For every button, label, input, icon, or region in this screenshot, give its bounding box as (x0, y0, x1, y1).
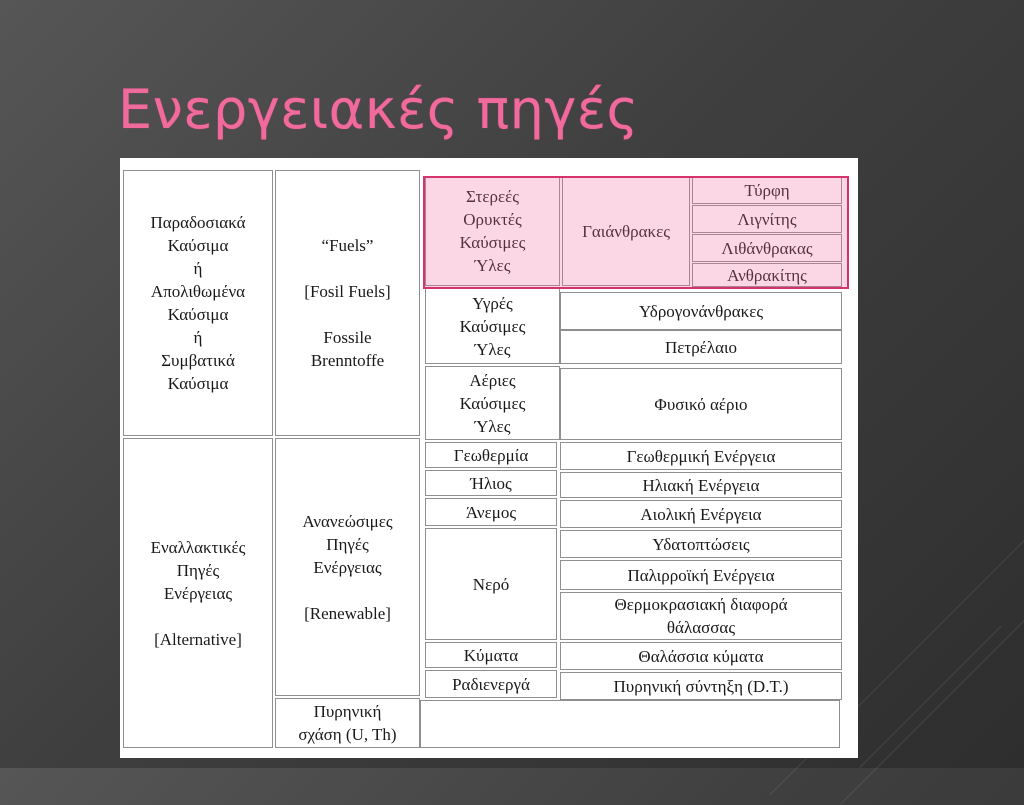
sea-waves-cell: Θαλάσσια κύματα (560, 642, 842, 670)
gas-fuels-cell: Αέριες Καύσιμες Ύλες (425, 366, 560, 440)
solid-fuels-highlight (423, 176, 849, 289)
bituminous-cell: Λιθάνθρακας (692, 234, 842, 262)
solid-fuels-cell: Στερεές Ορυκτές Καύσιμες Ύλες (425, 176, 560, 286)
sun-cell: Ήλιος (425, 470, 557, 496)
slide-title: Ενεργειακές πηγές (118, 78, 639, 141)
anthracite-cell: Ανθρακίτης (692, 263, 842, 287)
background-line (840, 620, 1024, 805)
hydrocarbons-cell: Υδρογονάνθρακες (560, 292, 842, 330)
natural-gas-cell: Φυσικό αέριο (560, 368, 842, 440)
conventional-fuels-cell: Παραδοσιακά Καύσιμα ή Απολιθωμένα Καύσιμα ή Συμβατικά Καύσιμα (123, 170, 273, 436)
lignite-cell: Λιγνίτης (692, 205, 842, 233)
wind-cell: Άνεμος (425, 498, 557, 526)
energy-sources-table (120, 158, 858, 758)
background-line (859, 626, 1001, 768)
waves-cell: Κύματα (425, 642, 557, 668)
liquid-fuels-cell: Υγρές Καύσιμες Ύλες (425, 288, 560, 364)
nuclear-fission-cell: Πυρηνική σχάση (U, Th) (275, 698, 420, 748)
oil-cell: Πετρέλαιο (560, 330, 842, 364)
coal-cell: Γαιάνθρακες (562, 176, 690, 286)
tidal-energy-cell: Παλιρροϊκή Ενέργεια (560, 560, 842, 590)
geothermal-cell: Γεωθερμία (425, 442, 557, 468)
fuels-names-cell: “Fuels” [Fosil Fuels] Fossile Brenntoffe (275, 170, 420, 436)
renewable-sources-cell: Ανανεώσιμες Πηγές Ενέργειας [Renewable] (275, 438, 420, 696)
water-cell: Νερό (425, 528, 557, 640)
geothermal-energy-cell: Γεωθερμική Ενέργεια (560, 442, 842, 470)
wind-energy-cell: Αιολική Ενέργεια (560, 500, 842, 528)
nuclear-fusion-cell: Πυρηνική σύντηξη (D.T.) (560, 672, 842, 700)
empty-cell (420, 700, 840, 748)
thermal-difference-cell: Θερμοκρασιακή διαφορά θάλασσας (560, 592, 842, 640)
alternative-sources-cell: Εναλλακτικές Πηγές Ενέργειας [Alternative] (123, 438, 273, 748)
peat-cell: Τύρφη (692, 176, 842, 204)
solar-energy-cell: Ηλιακή Ενέργεια (560, 472, 842, 498)
radioactive-cell: Ραδιενεργά (425, 670, 557, 698)
waterfalls-cell: Υδατοπτώσεις (560, 530, 842, 558)
